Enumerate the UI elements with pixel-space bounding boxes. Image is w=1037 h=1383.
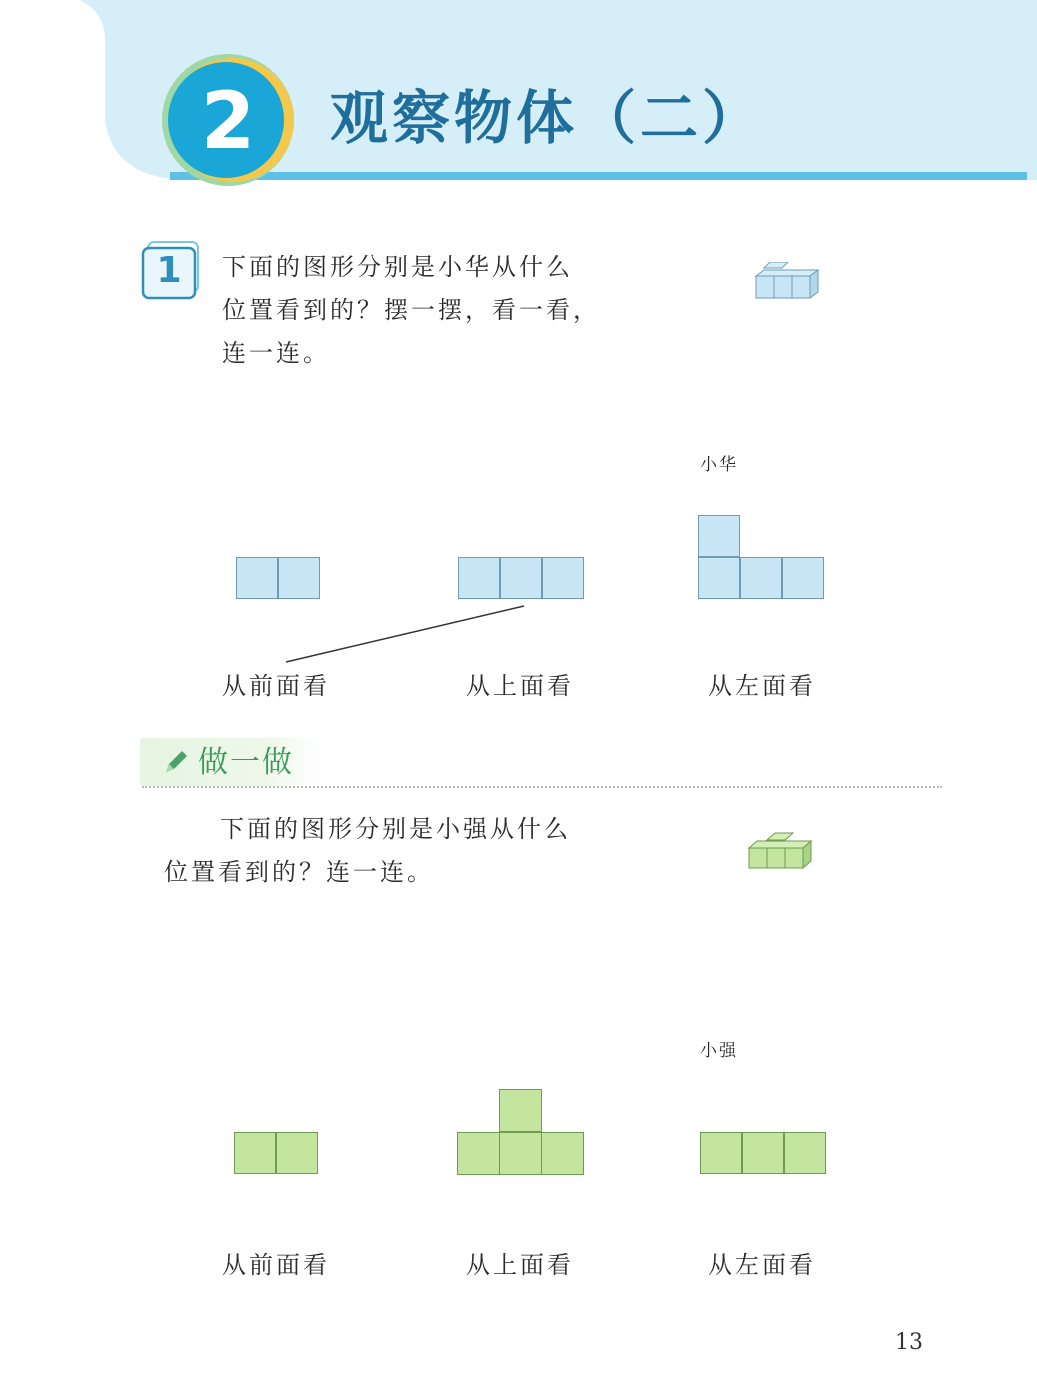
square (236, 557, 278, 599)
question-line: 位置看到的？连一连。 (164, 858, 434, 886)
square (499, 1089, 542, 1132)
square (698, 515, 740, 557)
view-figure-3-squares[interactable] (458, 557, 584, 599)
problem-number: 1 (156, 250, 182, 291)
practice-label: 做一做 (198, 745, 294, 780)
square (742, 1132, 784, 1174)
section-divider (142, 786, 942, 788)
square (500, 557, 542, 599)
green-cubes-model (745, 830, 825, 874)
view-figure-t-shape[interactable] (457, 1089, 585, 1175)
question-line: 位置看到的？摆一摆，看一看， (222, 296, 600, 324)
view-label-front[interactable]: 从前面看 (222, 672, 330, 700)
person-label: 小华 (700, 455, 738, 475)
view-label-top[interactable]: 从上面看 (466, 1251, 574, 1279)
view-label-left[interactable]: 从左面看 (708, 672, 816, 700)
pencil-icon (160, 748, 190, 778)
practice-question (164, 808, 571, 894)
square (278, 557, 320, 599)
person-label: 小强 (700, 1041, 738, 1061)
view-figure-2-squares[interactable] (234, 1132, 318, 1174)
view-label-top[interactable]: 从上面看 (466, 672, 574, 700)
page-number: 13 (895, 1330, 923, 1355)
question-line: 连一连。 (222, 339, 330, 367)
problem-question (222, 246, 600, 375)
square (457, 1132, 500, 1175)
chapter-title: 观察物体（二） (330, 84, 765, 152)
square (458, 557, 500, 599)
square (700, 1132, 742, 1174)
view-label-left[interactable]: 从左面看 (708, 1251, 816, 1279)
square (542, 557, 584, 599)
square (740, 557, 782, 599)
connecting-line (280, 600, 540, 670)
chapter-number: 2 (200, 77, 256, 167)
blue-cubes-model (752, 262, 828, 304)
view-label-front[interactable]: 从前面看 (222, 1251, 330, 1279)
square (782, 557, 824, 599)
square (276, 1132, 318, 1174)
view-figure-3-squares[interactable] (700, 1132, 826, 1174)
view-figure-l-shape[interactable] (698, 515, 824, 599)
square (499, 1132, 542, 1175)
square (698, 557, 740, 599)
question-line: 下面的图形分别是小华从什么 (222, 253, 573, 281)
square (784, 1132, 826, 1174)
square (234, 1132, 276, 1174)
square (541, 1132, 584, 1175)
question-line: 下面的图形分别是小强从什么 (220, 815, 571, 843)
view-figure-2-squares[interactable] (236, 557, 320, 599)
